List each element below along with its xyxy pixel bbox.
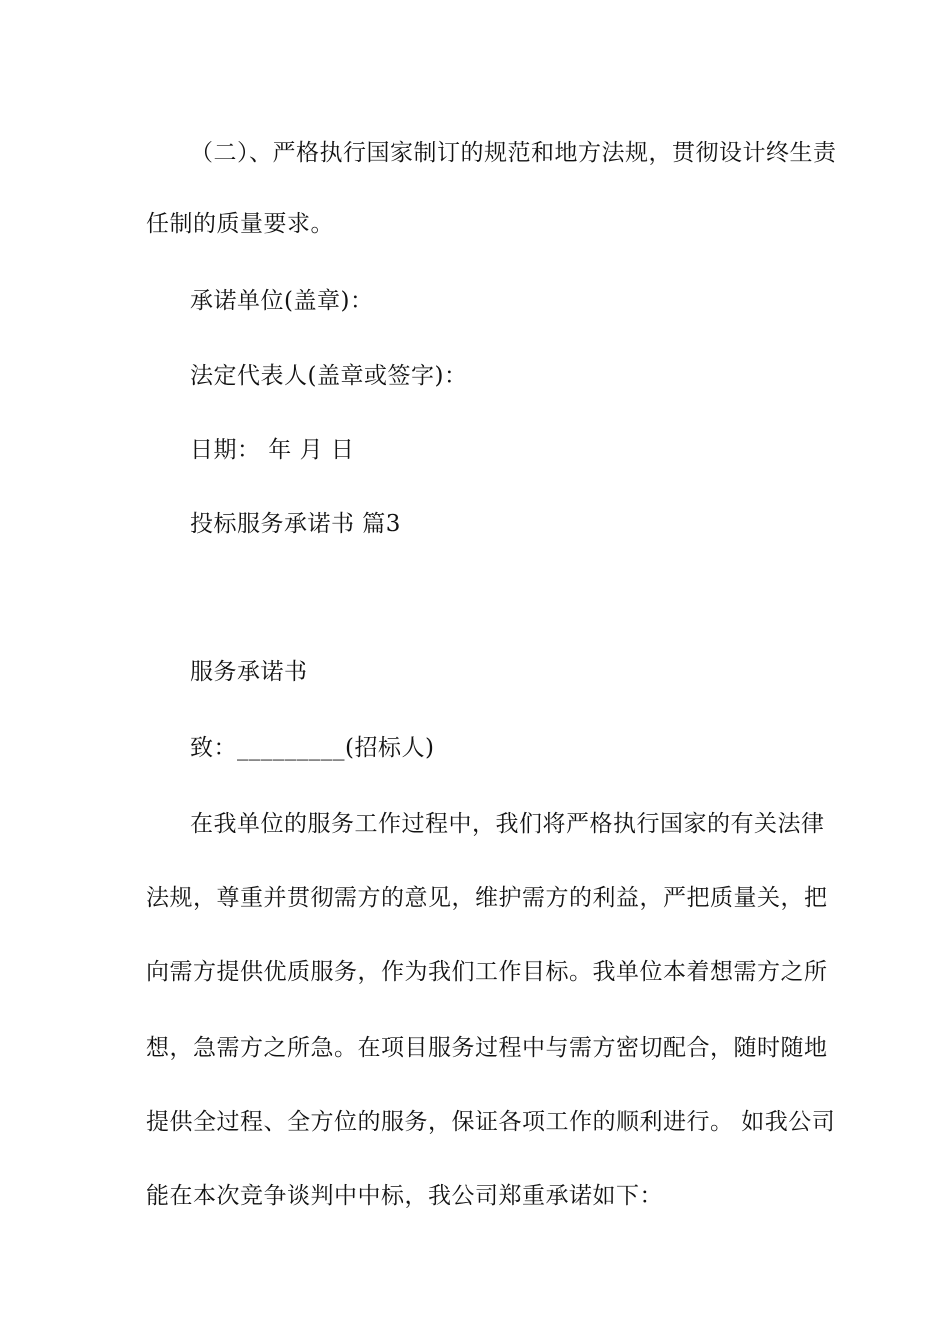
body-line-3: 向需方提供优质服务，作为我们工作目标。我单位本着想需方之所	[146, 959, 828, 985]
body-line-4: 想，急需方之所急。在项目服务过程中与需方密切配合，随时随地	[146, 1035, 828, 1061]
body-line-1: 在我单位的服务工作过程中，我们将严格执行国家的有关法律	[190, 811, 825, 837]
body-line-2: 法规，尊重并贯彻需方的意见，维护需方的利益，严把质量关，把	[146, 885, 828, 911]
paragraph-line-2: 任制的质量要求。	[146, 211, 334, 237]
legal-representative-line: 法定代表人(盖章或签字)：	[190, 363, 468, 389]
body-line-5: 提供全过程、全方位的服务，保证各项工作的顺利进行。 如我公司	[146, 1109, 836, 1135]
section-title: 投标服务承诺书 篇3	[190, 511, 401, 537]
letter-title: 服务承诺书	[190, 659, 308, 685]
paragraph-line-1: （二）、严格执行国家制订的规范和地方法规，贯彻设计终生责	[190, 140, 837, 166]
date-line: 日期： 年 月 日	[190, 437, 355, 463]
recipient-line: 致：_________(招标人)	[190, 735, 435, 761]
signatory-unit-line: 承诺单位(盖章)：	[190, 288, 374, 314]
body-line-6: 能在本次竞争谈判中中标，我公司郑重承诺如下：	[146, 1183, 663, 1209]
